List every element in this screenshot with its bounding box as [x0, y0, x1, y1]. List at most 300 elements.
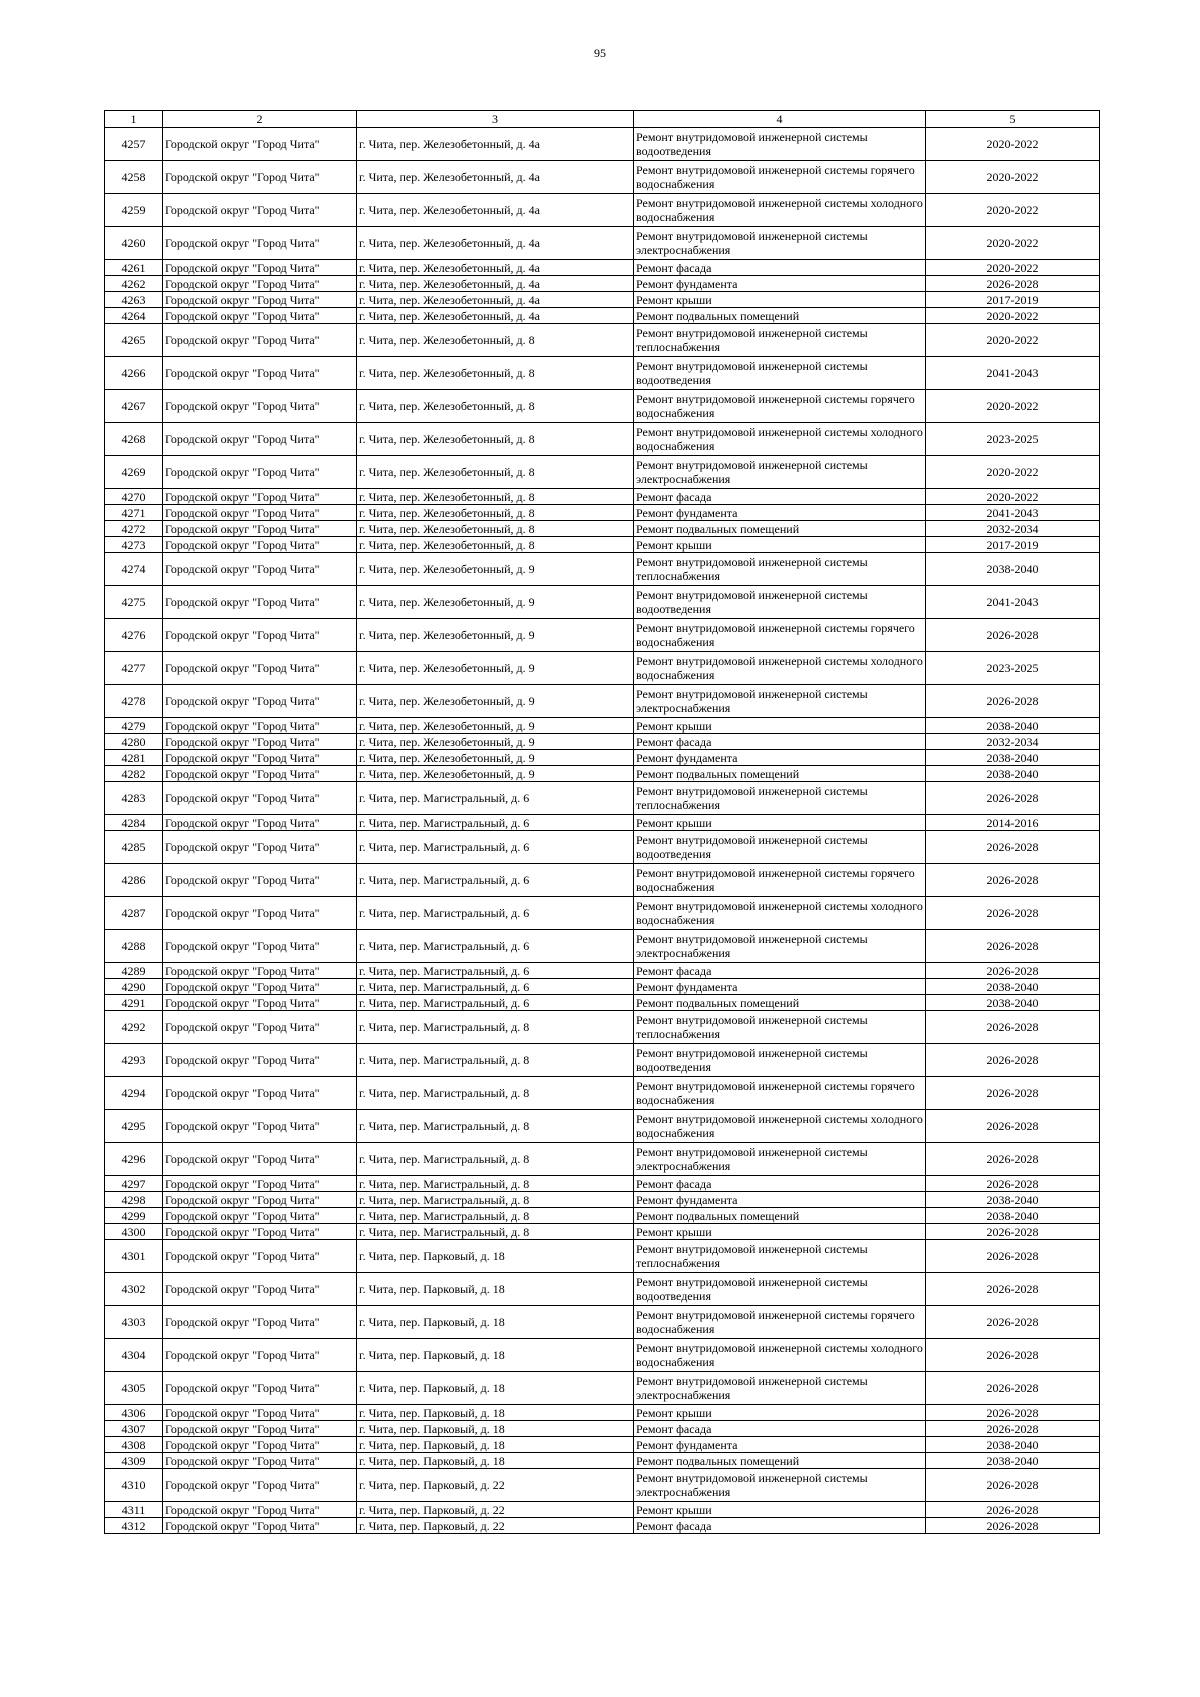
row-number-cell: 4294 — [105, 1077, 163, 1110]
work-type-cell: Ремонт фундамента — [634, 979, 926, 995]
table-row — [105, 766, 1100, 782]
municipality-cell: Городской округ "Город Чита" — [163, 308, 357, 324]
work-type-cell: Ремонт внутридомовой инженерной системы горячего водоснабжения — [634, 1306, 926, 1339]
period-cell: 2041-2043 — [926, 586, 1100, 619]
table-row — [105, 963, 1100, 979]
table-row — [105, 161, 1100, 194]
work-type-cell: Ремонт внутридомовой инженерной системы горячего водоснабжения — [634, 161, 926, 194]
municipality-cell: Городской округ "Город Чита" — [163, 390, 357, 423]
table-row — [105, 930, 1100, 963]
period-cell: 2020-2022 — [926, 489, 1100, 505]
period-cell: 2017-2019 — [926, 537, 1100, 553]
address-cell: г. Чита, пер. Магистральный, д. 6 — [357, 831, 634, 864]
table-row — [105, 897, 1100, 930]
period-cell: 2020-2022 — [926, 308, 1100, 324]
address-cell: г. Чита, пер. Парковый, д. 18 — [357, 1372, 634, 1405]
table-row — [105, 831, 1100, 864]
work-type-cell: Ремонт внутридомовой инженерной системы теплоснабжения — [634, 1240, 926, 1273]
table-row — [105, 1176, 1100, 1192]
table-row — [105, 1208, 1100, 1224]
row-number-cell: 4274 — [105, 553, 163, 586]
table-row — [105, 619, 1100, 652]
work-type-cell: Ремонт фасада — [634, 1176, 926, 1192]
table-row — [105, 1044, 1100, 1077]
period-cell: 2020-2022 — [926, 324, 1100, 357]
table-row — [105, 521, 1100, 537]
municipality-cell: Городской округ "Город Чита" — [163, 1224, 357, 1240]
work-type-cell: Ремонт внутридомовой инженерной системы холодного водоснабжения — [634, 897, 926, 930]
address-cell: г. Чита, пер. Железобетонный, д. 9 — [357, 586, 634, 619]
period-cell: 2026-2028 — [926, 1339, 1100, 1372]
work-type-cell: Ремонт крыши — [634, 537, 926, 553]
row-number-cell: 4272 — [105, 521, 163, 537]
work-type-cell: Ремонт подвальных помещений — [634, 766, 926, 782]
work-type-cell: Ремонт внутридомовой инженерной системы водоотведения — [634, 1273, 926, 1306]
address-cell: г. Чита, пер. Магистральный, д. 6 — [357, 930, 634, 963]
table-row — [105, 227, 1100, 260]
municipality-cell: Городской округ "Город Чита" — [163, 1502, 357, 1518]
address-cell: г. Чита, пер. Парковый, д. 18 — [357, 1273, 634, 1306]
period-cell: 2038-2040 — [926, 1437, 1100, 1453]
work-type-cell: Ремонт внутридомовой инженерной системы электроснабжения — [634, 456, 926, 489]
row-number-cell: 4297 — [105, 1176, 163, 1192]
work-type-cell: Ремонт фундамента — [634, 1192, 926, 1208]
work-type-cell: Ремонт внутридомовой инженерной системы электроснабжения — [634, 685, 926, 718]
work-type-cell: Ремонт внутридомовой инженерной системы электроснабжения — [634, 227, 926, 260]
municipality-cell: Городской округ "Город Чита" — [163, 979, 357, 995]
municipality-cell: Городской округ "Город Чита" — [163, 1306, 357, 1339]
table-row — [105, 1405, 1100, 1421]
period-cell: 2038-2040 — [926, 750, 1100, 766]
address-cell: г. Чита, пер. Парковый, д. 18 — [357, 1453, 634, 1469]
table-row — [105, 324, 1100, 357]
municipality-cell: Городской округ "Город Чита" — [163, 1273, 357, 1306]
work-type-cell: Ремонт внутридомовой инженерной системы водоотведения — [634, 1044, 926, 1077]
period-cell: 2020-2022 — [926, 260, 1100, 276]
period-cell: 2026-2028 — [926, 1273, 1100, 1306]
municipality-cell: Городской округ "Город Чита" — [163, 815, 357, 831]
work-type-cell: Ремонт внутридомовой инженерной системы электроснабжения — [634, 930, 926, 963]
work-type-cell: Ремонт внутридомовой инженерной системы электроснабжения — [634, 1143, 926, 1176]
page-number: 95 — [594, 46, 606, 60]
address-cell: г. Чита, пер. Железобетонный, д. 8 — [357, 423, 634, 456]
work-type-cell: Ремонт внутридомовой инженерной системы холодного водоснабжения — [634, 1339, 926, 1372]
period-cell: 2038-2040 — [926, 1192, 1100, 1208]
row-number-cell: 4261 — [105, 260, 163, 276]
municipality-cell: Городской округ "Город Чита" — [163, 782, 357, 815]
work-type-cell: Ремонт внутридомовой инженерной системы теплоснабжения — [634, 553, 926, 586]
row-number-cell: 4284 — [105, 815, 163, 831]
work-type-cell: Ремонт внутридомовой инженерной системы теплоснабжения — [634, 782, 926, 815]
address-cell: г. Чита, пер. Магистральный, д. 6 — [357, 963, 634, 979]
row-number-cell: 4310 — [105, 1469, 163, 1502]
row-number-cell: 4308 — [105, 1437, 163, 1453]
row-number-cell: 4265 — [105, 324, 163, 357]
address-cell: г. Чита, пер. Магистральный, д. 6 — [357, 897, 634, 930]
address-cell: г. Чита, пер. Парковый, д. 18 — [357, 1405, 634, 1421]
municipality-cell: Городской округ "Город Чита" — [163, 963, 357, 979]
work-type-cell: Ремонт подвальных помещений — [634, 308, 926, 324]
work-type-cell: Ремонт подвальных помещений — [634, 521, 926, 537]
address-cell: г. Чита, пер. Железобетонный, д. 4а — [357, 227, 634, 260]
address-cell: г. Чита, пер. Парковый, д. 18 — [357, 1306, 634, 1339]
work-type-cell: Ремонт фундамента — [634, 1437, 926, 1453]
address-cell: г. Чита, пер. Магистральный, д. 6 — [357, 995, 634, 1011]
row-number-cell: 4291 — [105, 995, 163, 1011]
municipality-cell: Городской округ "Город Чита" — [163, 1192, 357, 1208]
work-type-cell: Ремонт крыши — [634, 1224, 926, 1240]
row-number-cell: 4290 — [105, 979, 163, 995]
period-cell: 2026-2028 — [926, 619, 1100, 652]
address-cell: г. Чита, пер. Железобетонный, д. 4а — [357, 292, 634, 308]
period-cell: 2038-2040 — [926, 995, 1100, 1011]
row-number-cell: 4311 — [105, 1502, 163, 1518]
municipality-cell: Городской округ "Город Чита" — [163, 1453, 357, 1469]
municipality-cell: Городской округ "Город Чита" — [163, 276, 357, 292]
row-number-cell: 4302 — [105, 1273, 163, 1306]
municipality-cell: Городской округ "Город Чита" — [163, 521, 357, 537]
period-cell: 2026-2028 — [926, 1372, 1100, 1405]
municipality-cell: Городской округ "Город Чита" — [163, 456, 357, 489]
work-type-cell: Ремонт внутридомовой инженерной системы водоотведения — [634, 586, 926, 619]
municipality-cell: Городской округ "Город Чита" — [163, 194, 357, 227]
period-cell: 2026-2028 — [926, 831, 1100, 864]
address-cell: г. Чита, пер. Железобетонный, д. 4а — [357, 308, 634, 324]
row-number-cell: 4263 — [105, 292, 163, 308]
table-row — [105, 864, 1100, 897]
table-row — [105, 979, 1100, 995]
period-cell: 2041-2043 — [926, 505, 1100, 521]
work-type-cell: Ремонт подвальных помещений — [634, 995, 926, 1011]
period-cell: 2026-2028 — [926, 1011, 1100, 1044]
table-row — [105, 128, 1100, 161]
address-cell: г. Чита, пер. Железобетонный, д. 4а — [357, 276, 634, 292]
address-cell: г. Чита, пер. Железобетонный, д. 8 — [357, 521, 634, 537]
municipality-cell: Городской округ "Город Чита" — [163, 1208, 357, 1224]
municipality-cell: Городской округ "Город Чита" — [163, 505, 357, 521]
row-number-cell: 4258 — [105, 161, 163, 194]
row-number-cell: 4295 — [105, 1110, 163, 1143]
period-cell: 2032-2034 — [926, 521, 1100, 537]
period-cell: 2026-2028 — [926, 1240, 1100, 1273]
period-cell: 2026-2028 — [926, 1176, 1100, 1192]
municipality-cell: Городской округ "Город Чита" — [163, 1240, 357, 1273]
row-number-cell: 4282 — [105, 766, 163, 782]
period-cell: 2020-2022 — [926, 227, 1100, 260]
address-cell: г. Чита, пер. Магистральный, д. 6 — [357, 864, 634, 897]
table-row — [105, 260, 1100, 276]
address-cell: г. Чита, пер. Железобетонный, д. 8 — [357, 489, 634, 505]
address-cell: г. Чита, пер. Магистральный, д. 8 — [357, 1143, 634, 1176]
row-number-cell: 4260 — [105, 227, 163, 260]
period-cell: 2020-2022 — [926, 128, 1100, 161]
table-row — [105, 1502, 1100, 1518]
municipality-cell: Городской округ "Город Чита" — [163, 161, 357, 194]
table-row — [105, 194, 1100, 227]
table-row — [105, 685, 1100, 718]
work-type-cell: Ремонт фасада — [634, 260, 926, 276]
table-row — [105, 423, 1100, 456]
municipality-cell: Городской округ "Город Чита" — [163, 831, 357, 864]
row-number-cell: 4277 — [105, 652, 163, 685]
municipality-cell: Городской округ "Город Чита" — [163, 357, 357, 390]
address-cell: г. Чита, пер. Железобетонный, д. 8 — [357, 324, 634, 357]
address-cell: г. Чита, пер. Железобетонный, д. 9 — [357, 718, 634, 734]
work-type-cell: Ремонт внутридомовой инженерной системы холодного водоснабжения — [634, 652, 926, 685]
period-cell: 2038-2040 — [926, 553, 1100, 586]
row-number-cell: 4293 — [105, 1044, 163, 1077]
municipality-cell: Городской округ "Город Чита" — [163, 734, 357, 750]
period-cell: 2023-2025 — [926, 423, 1100, 456]
period-cell: 2038-2040 — [926, 718, 1100, 734]
table-row — [105, 505, 1100, 521]
municipality-cell: Городской округ "Город Чита" — [163, 995, 357, 1011]
address-cell: г. Чита, пер. Железобетонный, д. 8 — [357, 357, 634, 390]
table-row — [105, 1110, 1100, 1143]
address-cell: г. Чита, пер. Железобетонный, д. 8 — [357, 537, 634, 553]
table-row — [105, 537, 1100, 553]
municipality-cell: Городской округ "Город Чита" — [163, 766, 357, 782]
work-type-cell: Ремонт фундамента — [634, 750, 926, 766]
table-row — [105, 815, 1100, 831]
row-number-cell: 4273 — [105, 537, 163, 553]
municipality-cell: Городской округ "Город Чита" — [163, 1437, 357, 1453]
table-row — [105, 553, 1100, 586]
period-cell: 2026-2028 — [926, 685, 1100, 718]
municipality-cell: Городской округ "Город Чита" — [163, 586, 357, 619]
row-number-cell: 4280 — [105, 734, 163, 750]
municipality-cell: Городской округ "Город Чита" — [163, 1077, 357, 1110]
address-cell: г. Чита, пер. Парковый, д. 18 — [357, 1240, 634, 1273]
municipality-cell: Городской округ "Город Чита" — [163, 128, 357, 161]
table-row — [105, 1143, 1100, 1176]
municipality-cell: Городской округ "Город Чита" — [163, 489, 357, 505]
municipality-cell: Городской округ "Город Чита" — [163, 685, 357, 718]
municipality-cell: Городской округ "Город Чита" — [163, 423, 357, 456]
table-row — [105, 1224, 1100, 1240]
work-type-cell: Ремонт внутридомовой инженерной системы холодного водоснабжения — [634, 1110, 926, 1143]
period-cell: 2020-2022 — [926, 456, 1100, 489]
work-type-cell: Ремонт внутридомовой инженерной системы горячего водоснабжения — [634, 390, 926, 423]
row-number-cell: 4287 — [105, 897, 163, 930]
municipality-cell: Городской округ "Город Чита" — [163, 1011, 357, 1044]
period-cell: 2023-2025 — [926, 652, 1100, 685]
work-type-cell: Ремонт внутридомовой инженерной системы теплоснабжения — [634, 324, 926, 357]
municipality-cell: Городской округ "Город Чита" — [163, 1176, 357, 1192]
municipality-cell: Городской округ "Город Чита" — [163, 1372, 357, 1405]
work-type-cell: Ремонт крыши — [634, 292, 926, 308]
address-cell: г. Чита, пер. Парковый, д. 22 — [357, 1469, 634, 1502]
municipality-cell: Городской округ "Город Чита" — [163, 260, 357, 276]
municipality-cell: Городской округ "Город Чита" — [163, 1421, 357, 1437]
address-cell: г. Чита, пер. Железобетонный, д. 8 — [357, 390, 634, 423]
period-cell: 2026-2028 — [926, 1405, 1100, 1421]
table-row — [105, 1421, 1100, 1437]
address-cell: г. Чита, пер. Магистральный, д. 6 — [357, 979, 634, 995]
row-number-cell: 4267 — [105, 390, 163, 423]
address-cell: г. Чита, пер. Парковый, д. 22 — [357, 1502, 634, 1518]
period-cell: 2020-2022 — [926, 194, 1100, 227]
row-number-cell: 4262 — [105, 276, 163, 292]
table-row — [105, 1011, 1100, 1044]
address-cell: г. Чита, пер. Железобетонный, д. 9 — [357, 750, 634, 766]
period-cell: 2038-2040 — [926, 1453, 1100, 1469]
row-number-cell: 4283 — [105, 782, 163, 815]
municipality-cell: Городской округ "Город Чита" — [163, 1405, 357, 1421]
address-cell: г. Чита, пер. Железобетонный, д. 8 — [357, 505, 634, 521]
period-cell: 2026-2028 — [926, 1421, 1100, 1437]
municipality-cell: Городской округ "Город Чита" — [163, 930, 357, 963]
row-number-cell: 4305 — [105, 1372, 163, 1405]
work-type-cell: Ремонт внутридомовой инженерной системы холодного водоснабжения — [634, 194, 926, 227]
table-row — [105, 1469, 1100, 1502]
row-number-cell: 4289 — [105, 963, 163, 979]
column-header: 5 — [926, 111, 1100, 128]
municipality-cell: Городской округ "Город Чита" — [163, 324, 357, 357]
table-row — [105, 308, 1100, 324]
period-cell: 2041-2043 — [926, 357, 1100, 390]
address-cell: г. Чита, пер. Железобетонный, д. 9 — [357, 652, 634, 685]
row-number-cell: 4288 — [105, 930, 163, 963]
row-number-cell: 4306 — [105, 1405, 163, 1421]
table-row — [105, 1192, 1100, 1208]
row-number-cell: 4285 — [105, 831, 163, 864]
period-cell: 2020-2022 — [926, 390, 1100, 423]
address-cell: г. Чита, пер. Магистральный, д. 6 — [357, 782, 634, 815]
municipality-cell: Городской округ "Город Чита" — [163, 1044, 357, 1077]
period-cell: 2017-2019 — [926, 292, 1100, 308]
row-number-cell: 4281 — [105, 750, 163, 766]
column-header: 1 — [105, 111, 163, 128]
period-cell: 2032-2034 — [926, 734, 1100, 750]
table-row — [105, 1437, 1100, 1453]
work-type-cell: Ремонт внутридомовой инженерной системы водоотведения — [634, 128, 926, 161]
table-row — [105, 390, 1100, 423]
work-type-cell: Ремонт фасада — [634, 1518, 926, 1534]
period-cell: 2026-2028 — [926, 1469, 1100, 1502]
municipality-cell: Городской округ "Город Чита" — [163, 619, 357, 652]
capital-repair-table — [104, 110, 1100, 1534]
work-type-cell: Ремонт фасада — [634, 963, 926, 979]
work-type-cell: Ремонт крыши — [634, 1502, 926, 1518]
municipality-cell: Городской округ "Город Чита" — [163, 1110, 357, 1143]
work-type-cell: Ремонт подвальных помещений — [634, 1453, 926, 1469]
address-cell: г. Чита, пер. Железобетонный, д. 9 — [357, 619, 634, 652]
address-cell: г. Чита, пер. Железобетонный, д. 4а — [357, 161, 634, 194]
period-cell: 2026-2028 — [926, 1224, 1100, 1240]
period-cell: 2026-2028 — [926, 930, 1100, 963]
address-cell: г. Чита, пер. Магистральный, д. 8 — [357, 1011, 634, 1044]
row-number-cell: 4264 — [105, 308, 163, 324]
municipality-cell: Городской округ "Город Чита" — [163, 292, 357, 308]
municipality-cell: Городской округ "Город Чита" — [163, 1469, 357, 1502]
work-type-cell: Ремонт крыши — [634, 1405, 926, 1421]
work-type-cell: Ремонт фасада — [634, 489, 926, 505]
table-row — [105, 1077, 1100, 1110]
work-type-cell: Ремонт внутридомовой инженерной системы горячего водоснабжения — [634, 1077, 926, 1110]
period-cell: 2026-2028 — [926, 1077, 1100, 1110]
address-cell: г. Чита, пер. Парковый, д. 18 — [357, 1437, 634, 1453]
table-row — [105, 357, 1100, 390]
address-cell: г. Чита, пер. Магистральный, д. 8 — [357, 1110, 634, 1143]
municipality-cell: Городской округ "Город Чита" — [163, 1339, 357, 1372]
work-type-cell: Ремонт внутридомовой инженерной системы электроснабжения — [634, 1372, 926, 1405]
table-row — [105, 652, 1100, 685]
municipality-cell: Городской округ "Город Чита" — [163, 1143, 357, 1176]
table-row — [105, 489, 1100, 505]
address-cell: г. Чита, пер. Парковый, д. 18 — [357, 1339, 634, 1372]
address-cell: г. Чита, пер. Железобетонный, д. 9 — [357, 553, 634, 586]
table-row — [105, 586, 1100, 619]
table-row — [105, 1372, 1100, 1405]
work-type-cell: Ремонт фасада — [634, 1421, 926, 1437]
row-number-cell: 4301 — [105, 1240, 163, 1273]
work-type-cell: Ремонт внутридомовой инженерной системы холодного водоснабжения — [634, 423, 926, 456]
address-cell: г. Чита, пер. Железобетонный, д. 4а — [357, 128, 634, 161]
row-number-cell: 4269 — [105, 456, 163, 489]
period-cell: 2026-2028 — [926, 1306, 1100, 1339]
period-cell: 2026-2028 — [926, 782, 1100, 815]
row-number-cell: 4268 — [105, 423, 163, 456]
column-header: 4 — [634, 111, 926, 128]
period-cell: 2026-2028 — [926, 1518, 1100, 1534]
column-header: 3 — [357, 111, 634, 128]
row-number-cell: 4312 — [105, 1518, 163, 1534]
row-number-cell: 4307 — [105, 1421, 163, 1437]
address-cell: г. Чита, пер. Железобетонный, д. 4а — [357, 260, 634, 276]
table-row — [105, 292, 1100, 308]
row-number-cell: 4292 — [105, 1011, 163, 1044]
period-cell: 2026-2028 — [926, 1502, 1100, 1518]
work-type-cell: Ремонт крыши — [634, 718, 926, 734]
row-number-cell: 4286 — [105, 864, 163, 897]
table-row — [105, 1240, 1100, 1273]
work-type-cell: Ремонт внутридомовой инженерной системы водоотведения — [634, 357, 926, 390]
period-cell: 2026-2028 — [926, 1110, 1100, 1143]
address-cell: г. Чита, пер. Железобетонный, д. 9 — [357, 734, 634, 750]
period-cell: 2014-2016 — [926, 815, 1100, 831]
municipality-cell: Городской округ "Город Чита" — [163, 718, 357, 734]
work-type-cell: Ремонт внутридомовой инженерной системы электроснабжения — [634, 1469, 926, 1502]
address-cell: г. Чита, пер. Парковый, д. 18 — [357, 1421, 634, 1437]
table-body — [105, 128, 1100, 1534]
period-cell: 2026-2028 — [926, 864, 1100, 897]
row-number-cell: 4296 — [105, 1143, 163, 1176]
row-number-cell: 4275 — [105, 586, 163, 619]
row-number-cell: 4259 — [105, 194, 163, 227]
work-type-cell: Ремонт подвальных помещений — [634, 1208, 926, 1224]
row-number-cell: 4309 — [105, 1453, 163, 1469]
address-cell: г. Чита, пер. Магистральный, д. 8 — [357, 1224, 634, 1240]
row-number-cell: 4299 — [105, 1208, 163, 1224]
row-number-cell: 4271 — [105, 505, 163, 521]
work-type-cell: Ремонт фундамента — [634, 505, 926, 521]
municipality-cell: Городской округ "Город Чита" — [163, 553, 357, 586]
period-cell: 2026-2028 — [926, 897, 1100, 930]
work-type-cell: Ремонт фасада — [634, 734, 926, 750]
municipality-cell: Городской округ "Город Чита" — [163, 537, 357, 553]
column-header: 2 — [163, 111, 357, 128]
address-cell: г. Чита, пер. Магистральный, д. 8 — [357, 1176, 634, 1192]
table-row — [105, 276, 1100, 292]
work-type-cell: Ремонт внутридомовой инженерной системы водоотведения — [634, 831, 926, 864]
row-number-cell: 4303 — [105, 1306, 163, 1339]
row-number-cell: 4266 — [105, 357, 163, 390]
table-row — [105, 750, 1100, 766]
work-type-cell: Ремонт крыши — [634, 815, 926, 831]
work-type-cell: Ремонт внутридомовой инженерной системы теплоснабжения — [634, 1011, 926, 1044]
period-cell: 2026-2028 — [926, 963, 1100, 979]
